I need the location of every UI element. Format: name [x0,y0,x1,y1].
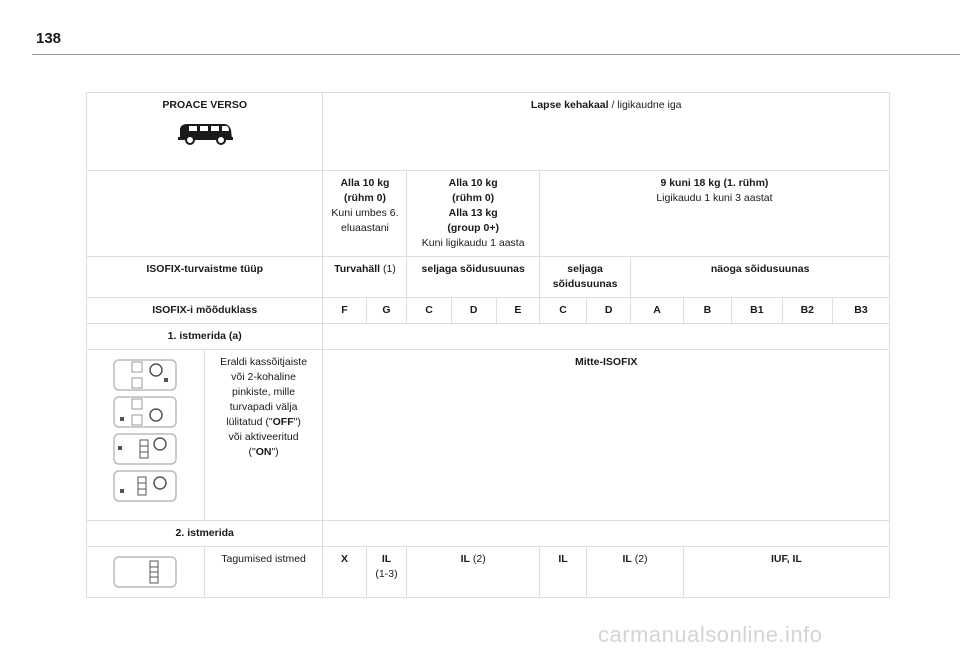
group-0-cell [323,171,407,257]
type-rear-facing-2-l2: sõidusuunas [552,278,618,290]
rear-seat-diagram [87,547,205,598]
van-icon [176,121,234,145]
front-seat-diagrams [87,350,205,521]
desc-part: (" [248,446,256,458]
airbag-off-label: OFF [272,416,294,428]
group-0plus-weight-a: Alla 10 kg [448,177,498,189]
rear-value-rear-facing [407,547,539,598]
front-seat-diagram-icon [112,469,178,503]
size-class: B1 [732,298,782,324]
size-class: D [451,298,496,324]
rear-value-forward-facing: IUF, IL [683,547,889,598]
empty-cell [87,171,323,257]
rear-value-carrycot: X [323,547,366,598]
rear-seat-description: Tagumised istmed [204,547,323,598]
rear-value-group0 [366,547,407,598]
weight-label: Lapse kehakaal [530,99,609,111]
group-0plus-weight-b: Alla 13 kg [448,207,498,219]
rear-value-il-note: (1-3) [375,568,398,580]
desc-line: või aktiveeritud [228,431,299,443]
row-1-body [87,350,890,521]
rear-value-il: IL [381,553,392,565]
size-class: B2 [782,298,832,324]
isofix-type-label: ISOFIX-turvaistme tüüp [87,257,323,298]
type-rear-facing-2-l1: seljaga [567,263,603,275]
section-row-1 [87,324,890,350]
row-2-body [87,547,890,598]
desc-line: või 2-kohaline [231,371,296,383]
size-class: D [587,298,631,324]
type-forward-facing: näoga sõidusuunas [631,257,890,298]
type-rear-facing: seljaga sõidusuunas [407,257,539,298]
size-class: G [366,298,407,324]
type-carrycot-label: Turvahäll [334,263,381,275]
size-class: C [407,298,451,324]
non-isofix-cell: Mitte-ISOFIX [323,350,890,521]
section-row-2 [87,521,890,547]
empty-cell [323,324,890,350]
size-class: B3 [833,298,890,324]
rear-seat-diagram-icon [112,555,178,589]
rear-value-il: IL [460,553,470,565]
group-0plus-age: Kuni ligikaudu 1 aasta [421,237,525,249]
desc-part: lülitatud (" [226,416,273,428]
group-0-label: (rühm 0) [343,192,386,204]
front-seat-diagram-icon [112,358,178,392]
group-1-age: Ligikaudu 1 kuni 3 aastat [656,192,773,204]
isofix-type-row [87,257,890,298]
desc-line [208,445,320,460]
header-row [87,93,890,171]
desc-line: turvapadi välja [229,401,298,413]
group-1-cell [539,171,889,257]
group-0-age: Kuni umbes 6. [331,207,399,219]
rear-value-rear-facing-d [587,547,684,598]
rear-value-note: (2) [631,553,648,565]
desc-line [208,415,320,430]
front-seat-diagram-icon [112,432,178,466]
model-cell [87,93,323,171]
desc-part: ") [293,416,301,428]
size-class-row [87,298,890,324]
empty-cell [323,521,890,547]
group-0plus-label-b: (group 0+) [447,222,499,234]
weight-suffix: / ligikaudne iga [608,99,682,111]
front-seat-diagram-icon [112,395,178,429]
size-class: F [323,298,366,324]
watermark: carmanualsonline.info [598,622,823,647]
size-class: B [683,298,731,324]
desc-line: pinkiste, mille [232,386,296,398]
type-carrycot [323,257,407,298]
size-class: A [631,298,684,324]
header-rule [32,54,960,55]
rear-value-il: IL [622,553,632,565]
page-number: 138 [36,30,62,47]
group-0plus-label-a: (rühm 0) [452,192,495,204]
airbag-on-label: ON [255,446,272,458]
weight-header [323,93,890,171]
desc-line: Eraldi kassõitjaiste [220,356,308,368]
size-class: E [496,298,539,324]
size-class: C [539,298,586,324]
rear-value-note: (2) [469,553,486,565]
section-label-2: 2. istmerida [87,521,323,547]
section-label-1: 1. istmerida (a) [87,324,323,350]
size-class-label: ISOFIX-i mõõduklass [87,298,323,324]
rear-value-rear-facing-c: IL [539,547,586,598]
desc-part: ") [271,446,279,458]
group-row [87,171,890,257]
group-0plus-cell [407,171,539,257]
type-rear-facing-2 [539,257,630,298]
front-seat-description [204,350,323,521]
model-name: PROACE VERSO [162,99,248,111]
group-0-weight: Alla 10 kg [340,177,390,189]
group-0-age-2: eluaastani [341,222,389,234]
type-carrycot-note: (1) [380,263,396,275]
group-1-weight: 9 kuni 18 kg (1. rühm) [660,177,769,189]
isofix-table [86,92,890,598]
